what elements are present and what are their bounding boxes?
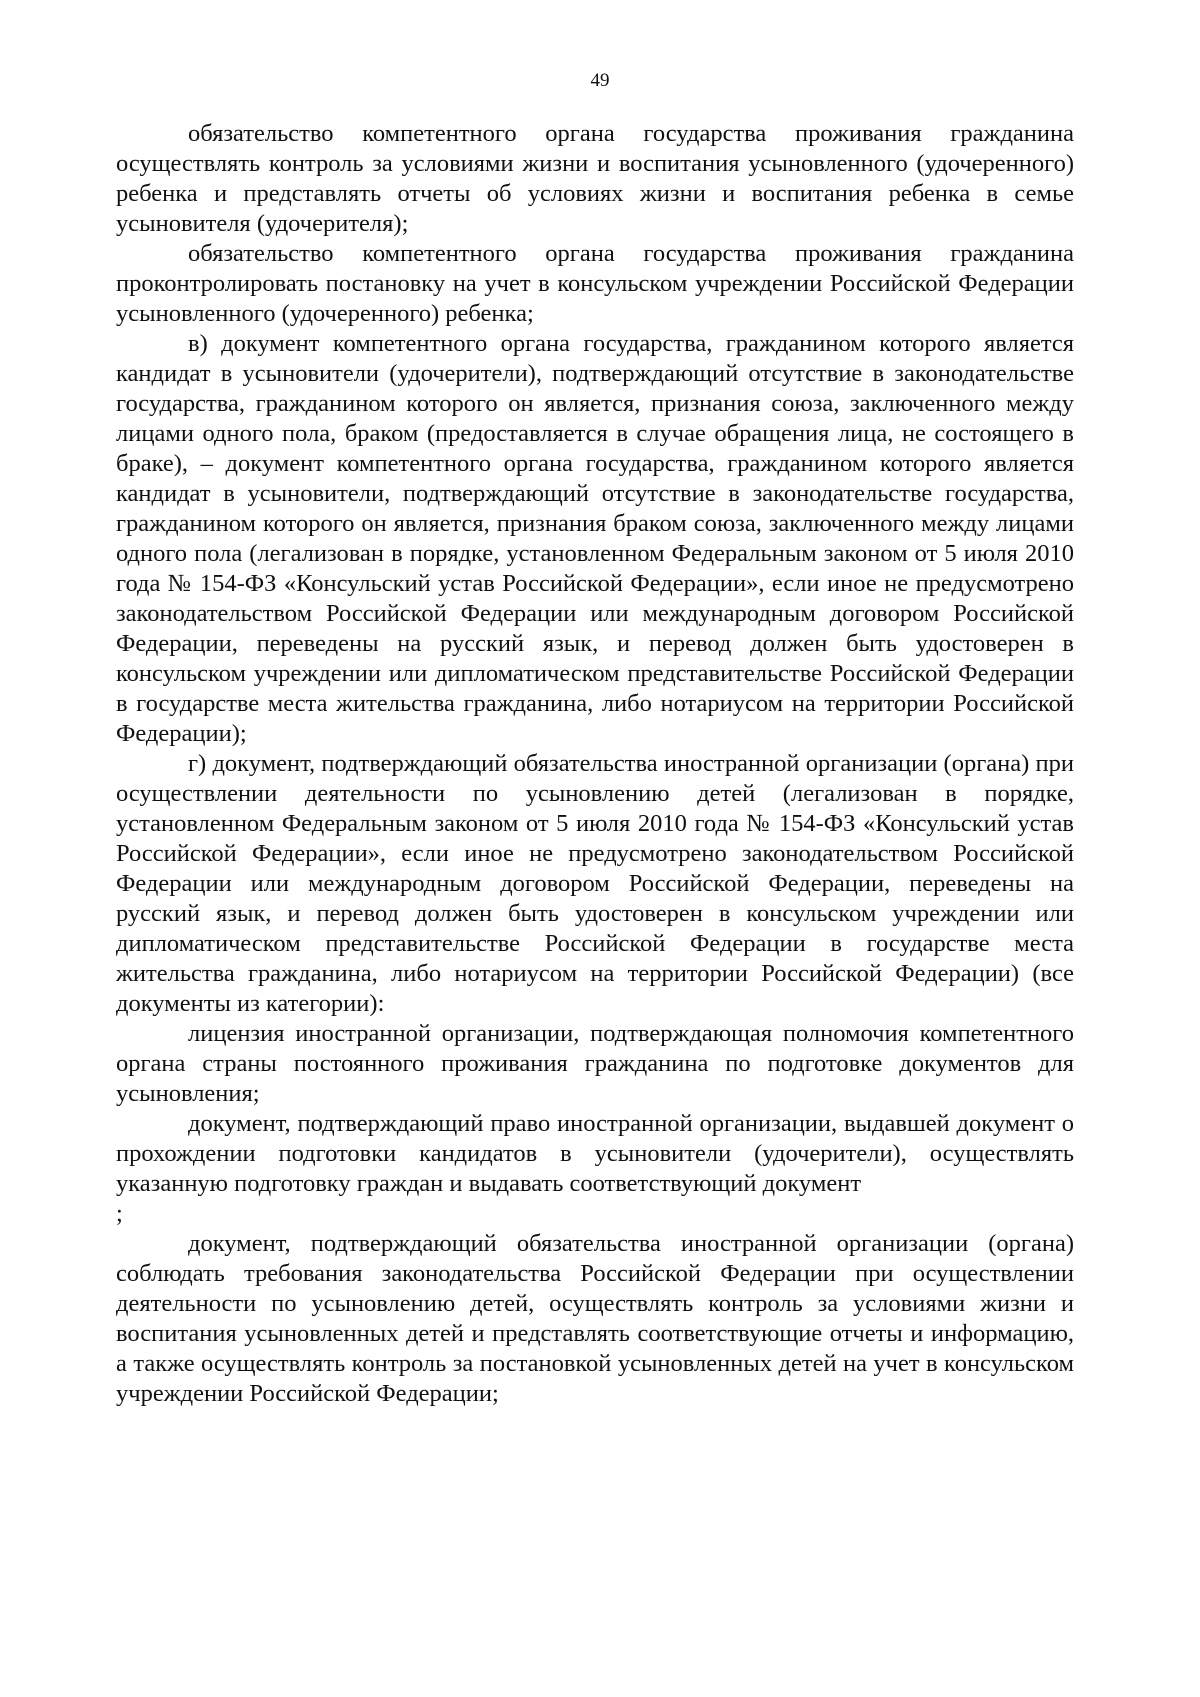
- paragraph: в) документ компетентного органа государства, гражданином которого является кандидат в усыновители (удочерители), подтверждающий отсутствие в законодательстве государства, гражданином которого он является, признания союза, заключенного между лицами одного пола, браком (предоставляется в случае обращения лица, не состоящего в браке), – документ компетентного органа государства, гражданином которого является кандидат в усыновители, подтверждающий отсутствие в законодательстве государства, гражданином которого он является, признания браком союза, заключенного между лицами одного пола (легализован в порядке, установленном Федеральным законом от 5 июля 2010 года № 154-ФЗ «Консульский устав Российской Федерации», если иное не предусмотрено законодательством Российской Федерации или международным договором Российской Федерации, переведены на русский язык, и перевод должен быть удостоверен в консульском учреждении или дипломатическом представительстве Российской Федерации в государстве места жительства гражданина, либо нотариусом на территории Российской Федерации);: [116, 330, 1074, 747]
- paragraph: г) документ, подтверждающий обязательства иностранной организации (органа) при осуществлении деятельности по усыновлению детей (легализован в порядке, установленном Федеральным законом от 5 июля 2010 года № 154-ФЗ «Консульский устав Российской Федерации», если иное не предусмотрено законодательством Российской Федерации или международным договором Российской Федерации, переведены на русский язык, и перевод должен быть удостоверен в консульском учреждении или дипломатическом представительстве Российской Федерации в государстве места жительства гражданина, либо нотариусом на территории Российской Федерации) (все документы из категории):: [116, 750, 1074, 1017]
- page-number: 49: [590, 70, 610, 91]
- paragraph: обязательство компетентного органа государства проживания гражданина проконтролировать постановку на учет в консульском учреждении Российской Федерации усыновленного (удочеренного) ребенка;: [116, 240, 1074, 327]
- paragraph: обязательство компетентного органа государства проживания гражданина осуществлять контроль за условиями жизни и воспитания усыновленного (удочеренного) ребенка и представлять отчеты об условиях жизни и воспитания ребенка в семье усыновителя (удочерителя);: [116, 120, 1074, 237]
- paragraph-semicolon: ;: [116, 1200, 123, 1227]
- paragraph: документ, подтверждающий право иностранной организации, выдавшей документ о прохождении подготовки кандидатов в усыновители (удочерители), осуществлять указанную подготовку граждан и выдавать соответствующий документ: [116, 1110, 1074, 1197]
- paragraph: документ, подтверждающий обязательства иностранной организации (органа) соблюдать требования законодательства Российской Федерации при осуществлении деятельности по усыновлению детей, осуществлять контроль за условиями жизни и воспитания усыновленных детей и представлять соответствующие отчеты и информацию, а также осуществлять контроль за постановкой усыновленных детей на учет в консульском учреждении Российской Федерации;: [116, 1230, 1074, 1407]
- paragraph: лицензия иностранной организации, подтверждающая полномочия компетентного органа страны постоянного проживания гражданина по подготовке документов для усыновления;: [116, 1020, 1074, 1107]
- document-body: [116, 119, 1074, 1409]
